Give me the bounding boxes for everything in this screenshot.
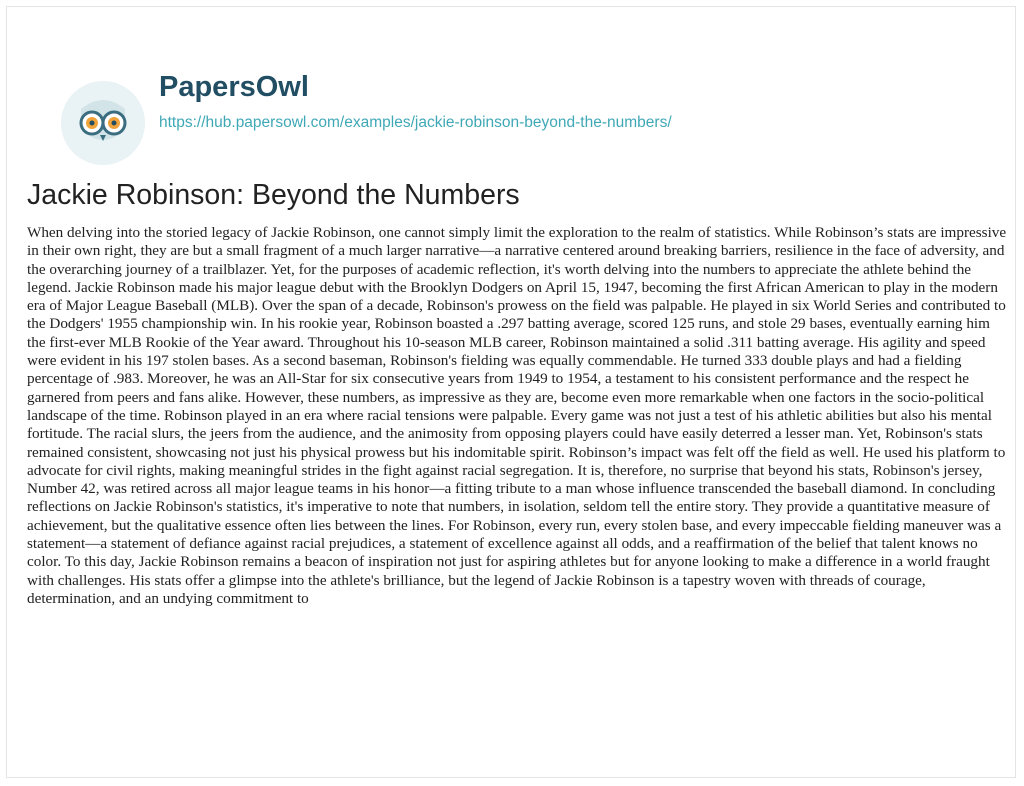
brand-name[interactable]: PapersOwl (159, 71, 309, 103)
owl-logo-icon (59, 79, 147, 167)
site-header (59, 67, 959, 147)
page-title: Jackie Robinson: Beyond the Numbers (27, 179, 520, 211)
page-frame (6, 6, 1016, 778)
source-url[interactable]: https://hub.papersowl.com/examples/jackie-robinson-beyond-the-numbers/ (159, 114, 672, 131)
essay-body: When delving into the storied legacy of Jackie Robinson, one cannot simply limit the exploration to the realm of statistics. While Robinson’s stats are impressive in their own right, they are but a small fragment of a much larger narrative—a narrative centered around breaking barriers, resilience in the face of adversity, and the overarching journey of a trailblazer. Yet, for the purposes of academic reflection, it's worth delving into the numbers to appreciate the athlete behind the legend. Jackie Robinson made his major league debut with the Brooklyn Dodgers on April 15, 1947, becoming the first African American to play in the modern era of Major League Baseball (MLB). Over the span of a decade, Robinson's prowess on the field was palpable. He played in six World Series and contributed to the Dodgers' 1955 championship win. In his rookie year, Robinson boasted a .297 batting average, scored 125 runs, and stole 29 bases, eventually earning him the first-ever MLB Rookie of the Year award. Throughout his 10-season MLB career, Robinson maintained a solid .311 batting average. His agility and speed were evident in his 197 stolen bases. As a second baseman, Robinson's fielding was equally commendable. He turned 333 double plays and had a fielding percentage of .983. Moreover, he was an All-Star for six consecutive years from 1949 to 1954, a testament to his consistent performance and the respect he garnered from peers and fans alike. However, these numbers, as impressive as they are, become even more remarkable when one factors in the socio-political landscape of the time. Robinson played in an era where racial tensions were palpable. Every game was not just a test of his athletic abilities but also his mental fortitude. The racial slurs, the jeers from the audience, and the animosity from opposing players could have easily deterred a lesser man. Yet, Robinson's stats remained consistent, showcasing not just his physical prowess but his indomitable spirit. Robinson’s impact was felt off the field as well. He used his platform to advocate for civil rights, making meaningful strides in the fight against racial segregation. It is, therefore, no surprise that beyond his stats, Robinson's jersey, Number 42, was retired across all major league teams in his honor—a fitting tribute to a man whose influence transcended the baseball diamond. In concluding reflections on Jackie Robinson's statistics, it's imperative to note that numbers, in isolation, seldom tell the entire story. They provide a quantitative measure of achievement, but the qualitative essence often lies between the lines. For Robinson, every run, every stolen base, and every impeccable fielding maneuver was a statement—a statement of defiance against racial prejudices, a statement of excellence against all odds, and a reaffirmation of the belief that talent knows no color. To this day, Jackie Robinson remains a beacon of inspiration not just for aspiring athletes but for anyone looking to make a difference in a world fraught with challenges. His stats offer a glimpse into the athlete's brilliance, but the legend of Jackie Robinson is a tapestry woven with threads of courage, determination, and an undying commitment to (27, 224, 1007, 607)
